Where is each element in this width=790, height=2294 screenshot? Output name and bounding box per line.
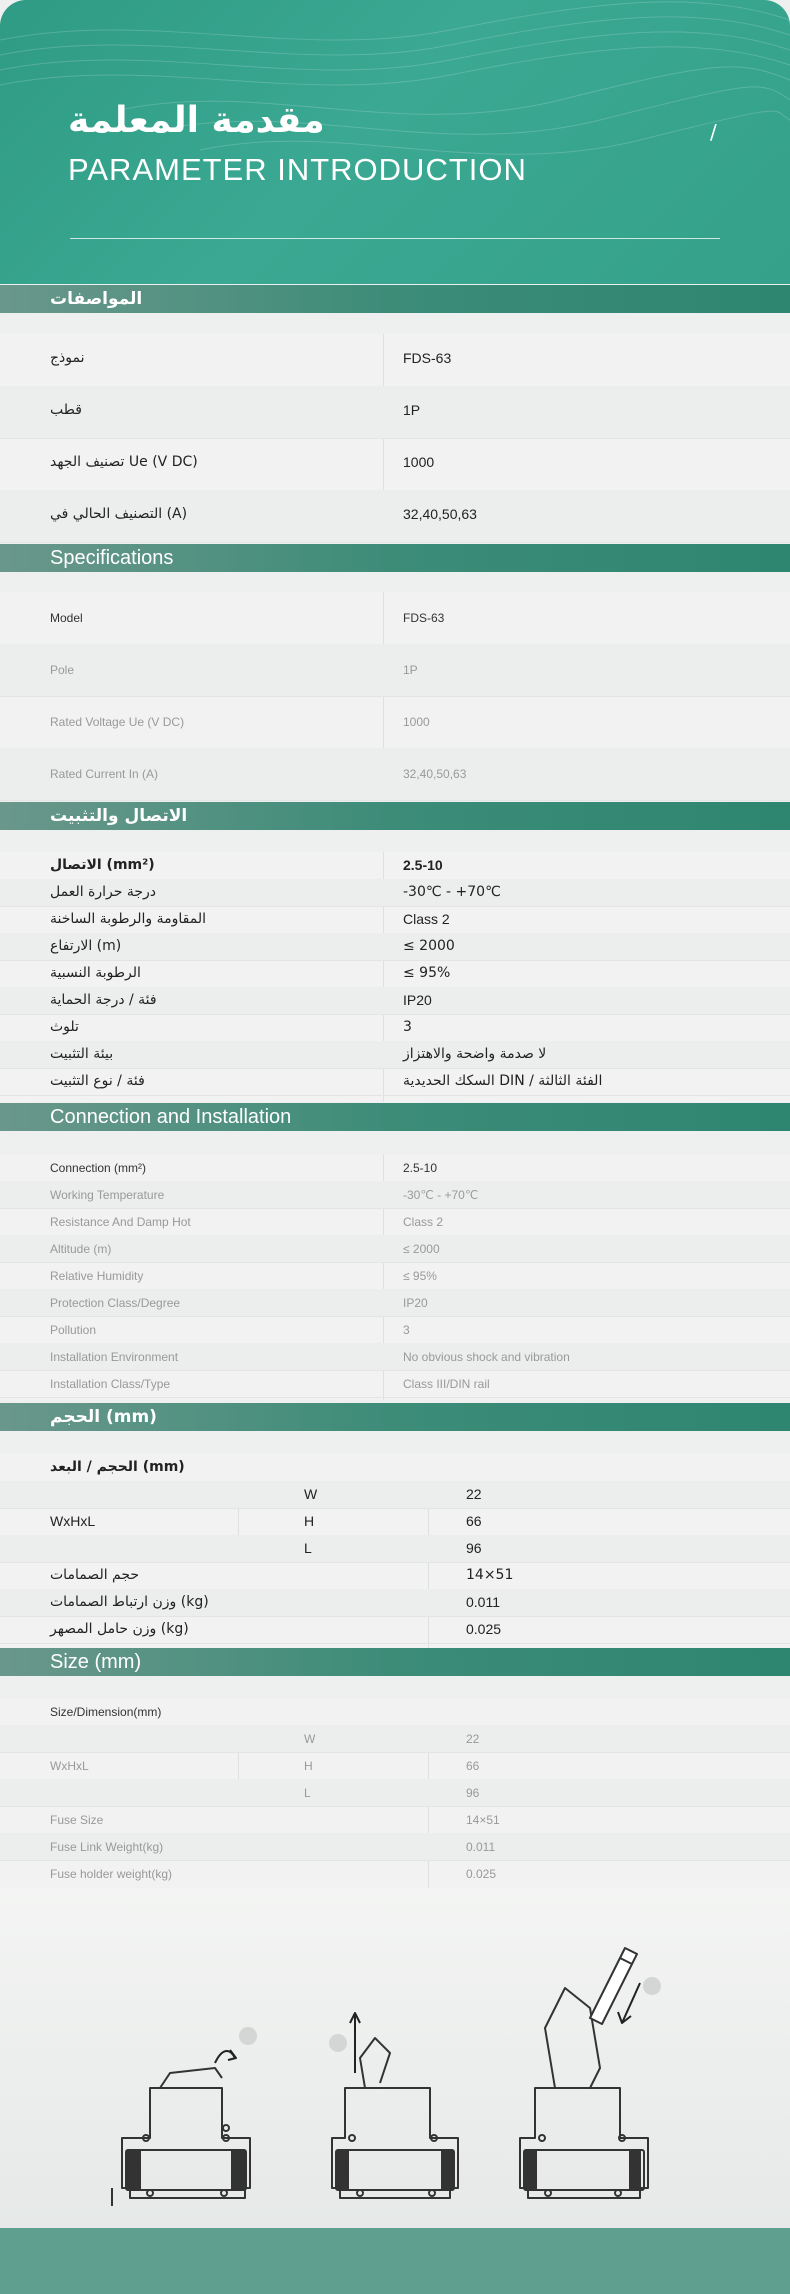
row-value: 1000	[403, 454, 435, 470]
dimension-label: الحجم / البعد (mm)	[50, 1459, 185, 1475]
row-label: نموذج	[50, 350, 85, 366]
table-row	[0, 1562, 790, 1590]
row-label: بيئة التثبيت	[50, 1046, 114, 1062]
row-label: تصنيف الجهد Ue (V DC)	[50, 454, 198, 470]
wxhxl-label: WxHxL	[50, 1513, 96, 1529]
table-row	[0, 1779, 790, 1807]
axis-value: 96	[466, 1540, 482, 1556]
row-label: Relative Humidity	[50, 1269, 144, 1283]
table-row	[0, 906, 790, 934]
section-heading-size-ar: الحجم (mm)	[0, 1403, 790, 1431]
table-row	[0, 987, 790, 1015]
page-title-english: PARAMETER INTRODUCTION	[68, 152, 527, 187]
row-label: Protection Class/Degree	[50, 1296, 181, 1310]
row-value: 0.011	[466, 1840, 496, 1854]
fuse-holder-open-icon	[332, 2038, 458, 2198]
table-row	[0, 1698, 790, 1726]
row-value: 2.5-10	[403, 1161, 438, 1175]
row-label: Rated Current In (A)	[50, 767, 159, 781]
row-value: 3	[403, 1019, 412, 1035]
table-row	[0, 852, 790, 880]
table-row	[0, 1481, 790, 1509]
table-row	[0, 334, 790, 387]
row-label: Pollution	[50, 1323, 97, 1337]
table-row	[0, 1752, 790, 1780]
axis-value: 22	[466, 1732, 480, 1746]
row-label: تلوث	[50, 1019, 79, 1035]
row-value: ≤ 95%	[403, 1269, 437, 1283]
row-value: 2.5-10	[403, 857, 443, 873]
row-value: -30℃ - +70℃	[403, 884, 501, 900]
table-row	[0, 1262, 790, 1290]
row-value: ≤ 2000	[403, 938, 455, 954]
row-value: Class 2	[403, 1215, 444, 1229]
row-label: Altitude (m)	[50, 1242, 112, 1256]
row-label: فئة / نوع التثبيت	[50, 1073, 145, 1089]
table-row	[0, 1041, 790, 1069]
row-label: وزن ارتباط الصمامات (kg)	[50, 1594, 209, 1610]
axis-label: L	[304, 1540, 312, 1556]
axis-value: 66	[466, 1759, 480, 1773]
row-label: Working Temperature	[50, 1188, 165, 1202]
row-value: 32,40,50,63	[403, 506, 477, 522]
row-label: Installation Environment	[50, 1350, 179, 1364]
installation-illustration	[0, 1888, 790, 2228]
row-value: 32,40,50,63	[403, 767, 467, 781]
row-label: Installation Class/Type	[50, 1377, 171, 1391]
table-row	[0, 933, 790, 961]
row-label: المقاومة والرطوبة الساخنة	[50, 911, 206, 927]
row-label: التصنيف الحالي في (A)	[50, 506, 188, 522]
row-value: FDS-63	[403, 611, 445, 625]
table-row	[0, 438, 790, 491]
axis-label: W	[304, 1486, 318, 1502]
axis-label: H	[304, 1759, 313, 1773]
table-row	[0, 696, 790, 749]
row-value: 1P	[403, 402, 421, 418]
section-heading-connection-installation: Connection and Installation	[0, 1103, 790, 1131]
row-value: 1P	[403, 663, 418, 677]
row-label: Fuse holder weight(kg)	[50, 1867, 173, 1881]
axis-label: L	[304, 1786, 311, 1800]
row-label: وزن حامل المصهر (kg)	[50, 1621, 189, 1637]
spec-ar-table	[0, 334, 790, 542]
size-en-table	[0, 1698, 790, 1888]
table-row	[0, 748, 790, 801]
table-row	[0, 1860, 790, 1887]
table-row	[0, 1289, 790, 1317]
fuse-holder-drawings	[0, 1888, 790, 2228]
table-row	[0, 1589, 790, 1617]
table-row	[0, 1316, 790, 1344]
row-label: فئة / درجة الحماية	[50, 992, 157, 1008]
axis-value: 96	[466, 1786, 480, 1800]
section-heading-specifications: Specifications	[0, 544, 790, 572]
axis-label: W	[304, 1732, 316, 1746]
row-label: حجم الصمامات	[50, 1567, 140, 1583]
row-label: Model	[50, 611, 83, 625]
table-row	[0, 1725, 790, 1753]
table-row	[0, 879, 790, 907]
row-value: 14×51	[466, 1567, 514, 1583]
row-label: Connection (mm²)	[50, 1161, 147, 1175]
row-label: درجة حرارة العمل	[50, 884, 157, 900]
row-label: Pole	[50, 663, 75, 677]
table-row	[0, 644, 790, 697]
table-row	[0, 1154, 790, 1182]
row-value: IP20	[403, 1296, 428, 1310]
conn-en-table	[0, 1154, 790, 1400]
table-row	[0, 1370, 790, 1398]
section-heading-spec-ar: المواصفات	[0, 285, 790, 313]
row-value: No obvious shock and vibration	[403, 1350, 570, 1364]
footer-band	[0, 2228, 790, 2294]
table-row	[0, 1208, 790, 1236]
row-value: 1000	[403, 715, 430, 729]
axis-label: H	[304, 1513, 315, 1529]
axis-value: 22	[466, 1486, 482, 1502]
row-label: Fuse Size	[50, 1813, 104, 1827]
table-row	[0, 1235, 790, 1263]
row-label: الرطوبة النسبية	[50, 965, 141, 981]
page-title-arabic: مقدمة المعلمة	[68, 100, 325, 141]
hero-banner	[0, 0, 790, 284]
row-value: 0.011	[466, 1594, 500, 1610]
table-row	[0, 490, 790, 543]
fuse-holder-closed-icon	[112, 2068, 250, 2206]
row-value: IP20	[403, 992, 432, 1008]
table-row	[0, 1806, 790, 1834]
axis-value: 66	[466, 1513, 482, 1529]
row-value: 14×51	[466, 1813, 500, 1827]
row-label: الاتصال (mm²)	[50, 857, 155, 873]
table-row	[0, 1616, 790, 1644]
table-row	[0, 1833, 790, 1861]
table-row	[0, 1535, 790, 1563]
row-value: 0.025	[466, 1621, 502, 1637]
section-heading-size: Size (mm)	[0, 1648, 790, 1676]
table-row	[0, 386, 790, 439]
title-underline	[70, 238, 720, 239]
row-value: Class III/DIN rail	[403, 1377, 490, 1391]
wave-pattern	[0, 0, 790, 284]
section-heading-connection-ar: الاتصال والتثبيت	[0, 802, 790, 830]
size-ar-table	[0, 1454, 790, 1648]
table-row	[0, 1181, 790, 1209]
table-row	[0, 960, 790, 988]
row-label: Resistance And Damp Hot	[50, 1215, 191, 1229]
row-value: 0.025	[466, 1867, 497, 1881]
spec-en-table	[0, 592, 790, 800]
dimension-label: Size/Dimension(mm)	[50, 1705, 162, 1719]
row-value: السكك الحديدية DIN / الفئة الثالثة	[403, 1073, 603, 1089]
table-row	[0, 1508, 790, 1536]
row-value: FDS-63	[403, 350, 452, 366]
table-row	[0, 1343, 790, 1371]
conn-ar-table	[0, 852, 790, 1102]
table-row	[0, 1014, 790, 1042]
row-label: الارتفاع (m)	[50, 938, 122, 954]
row-value: -30℃ - +70℃	[403, 1188, 479, 1202]
table-row	[0, 1454, 790, 1482]
table-row	[0, 1068, 790, 1096]
row-value: لا صدمة واضحة والاهتزاز	[403, 1046, 547, 1062]
row-value: Class 2	[403, 911, 450, 927]
row-value: 3	[403, 1323, 410, 1337]
fuse-insert-icon	[520, 1948, 648, 2198]
row-label: قطب	[50, 402, 82, 418]
row-label: Rated Voltage Ue (V DC)	[50, 715, 185, 729]
row-value: ≤ 95%	[403, 965, 451, 981]
title-slash: /	[710, 120, 717, 144]
table-row	[0, 592, 790, 645]
row-value: ≤ 2000	[403, 1242, 440, 1256]
row-label: Fuse Link Weight(kg)	[50, 1840, 164, 1854]
wxhxl-label: WxHxL	[50, 1759, 89, 1773]
